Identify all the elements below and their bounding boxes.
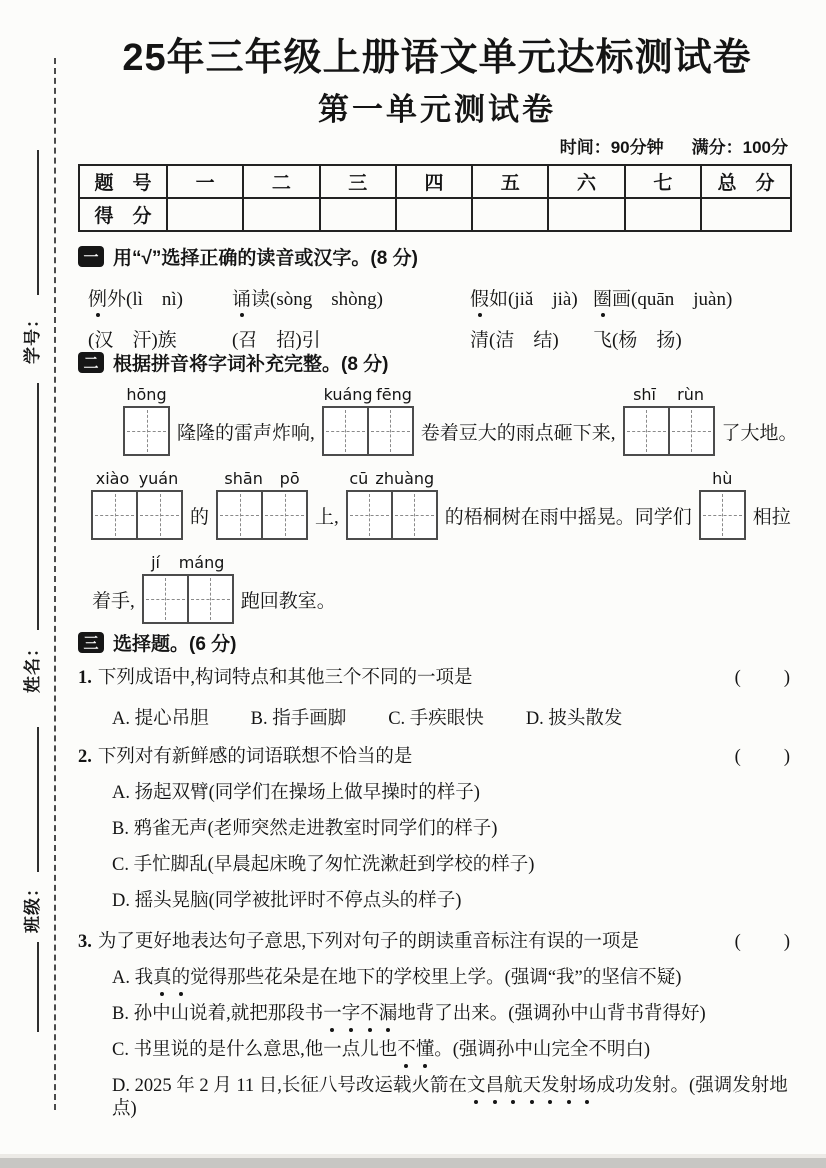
pinyin-label: shān pō <box>224 469 300 488</box>
answer-blank: ( ) <box>734 932 792 952</box>
fold-dashed-line <box>54 58 56 1110</box>
question-1-stem <box>78 667 796 690</box>
col-two: 二 <box>243 165 319 198</box>
student-id-write-line <box>37 383 39 630</box>
character-grid-box <box>91 469 183 540</box>
option-d: D. 披头散发 <box>525 709 623 729</box>
character-grid-box <box>346 469 438 540</box>
full-score: 满分：100分 <box>691 138 788 157</box>
scan-edge-artifact <box>0 1158 826 1168</box>
grid-cell <box>322 406 369 456</box>
score-cell <box>320 198 396 231</box>
sentence-text: 着手, <box>92 590 135 612</box>
section-2-heading <box>78 350 796 374</box>
section-2-number-icon: 二 <box>78 352 104 373</box>
character-grid-box <box>699 469 746 540</box>
grid-cell <box>216 490 263 540</box>
sentence-text: 的 <box>190 506 210 528</box>
sentence-text: 上, <box>315 506 339 528</box>
option-d: D. 摇头晃脑(同学被批评时不停点头的样子) <box>112 891 462 911</box>
question-text: 下列成语中,构词特点和其他三个不同的一项是 <box>97 668 473 688</box>
character-grid-box <box>142 553 234 624</box>
question-text: 为了更好地表达句子意思,下列对句子的朗读重音标注有误的一项是 <box>97 932 640 952</box>
score-cell <box>243 198 319 231</box>
col-six: 六 <box>548 165 624 198</box>
score-row-label: 得 分 <box>79 198 167 231</box>
option-c: C. 书里说的是什么意思,他一点儿也不懂。(强调孙中山完全不明白) <box>112 1040 651 1060</box>
option-a: A. 提心吊胆 <box>112 709 209 729</box>
fill-in-line-2 <box>78 469 796 540</box>
option-a: A. 扬起双臂(同学们在操场上做早操时的样子) <box>112 783 480 803</box>
grid-cell <box>91 490 138 540</box>
character-grid-box <box>322 385 414 456</box>
answer-blank: ( ) <box>734 747 792 767</box>
question-text: 下列对有新鲜感的词语联想不恰当的是 <box>97 747 413 767</box>
option-c: C. 手忙脚乱(早晨起床晚了匆忙洗漱赶到学校的样子) <box>112 855 535 875</box>
word-choice-item: 清(洁 结) <box>470 330 559 351</box>
score-cell <box>472 198 548 231</box>
sentence-text: 了大地。 <box>721 422 798 444</box>
grid-cell <box>668 406 715 456</box>
pinyin-label: jí máng <box>151 553 225 572</box>
score-cell <box>548 198 624 231</box>
question-number: 2. <box>78 747 92 767</box>
question-3-stem <box>78 931 796 954</box>
option-c: C. 手疾眼快 <box>388 709 484 729</box>
option-a: A. 我真的觉得那些花朵是在地下的学校里上学。(强调“我”的坚信不疑) <box>112 968 682 988</box>
option-b: B. 孙中山说着,就把那段书一字不漏地背了出来。(强调孙中山背书背得好) <box>112 1004 706 1024</box>
word-choice-item: 飞(杨 扬) <box>593 330 682 351</box>
class-label: 班级： <box>23 879 42 933</box>
col-four: 四 <box>396 165 472 198</box>
word-choice-item: 圈画(quān juàn) <box>593 284 796 311</box>
class-write-line <box>37 942 39 1032</box>
grid-cell <box>699 490 746 540</box>
section-1 <box>78 244 796 352</box>
word-choice-item: 例外(lì nì) <box>88 284 232 311</box>
col-three: 三 <box>320 165 396 198</box>
grid-cell <box>623 406 670 456</box>
fill-in-line-3 <box>78 553 796 624</box>
grid-cell <box>261 490 308 540</box>
col-one: 一 <box>167 165 243 198</box>
grid-cell <box>142 574 189 624</box>
option-b: B. 指手画脚 <box>250 709 347 729</box>
col-total: 总 分 <box>701 165 791 198</box>
question-1-options <box>78 704 796 730</box>
pinyin-label: shī rùn <box>633 385 704 404</box>
character-grid-box <box>216 469 308 540</box>
question-number: 1. <box>78 668 92 688</box>
paper-title: 25年三年级上册语文单元达标测试卷 <box>122 37 752 79</box>
pinyin-label: hōng <box>126 385 167 404</box>
character-grid-box <box>123 385 170 456</box>
score-cell <box>396 198 472 231</box>
student-id-write-line <box>37 150 39 295</box>
score-cell <box>625 198 701 231</box>
pinyin-label: xiào yuán <box>95 469 179 488</box>
pronunciation-choices-row-1 <box>78 284 796 311</box>
col-five: 五 <box>472 165 548 198</box>
time-limit: 时间：90分钟 <box>559 138 664 157</box>
question-2-stem <box>78 746 796 769</box>
sentence-text: 的梧桐树在雨中摇晃。同学们 <box>444 506 692 528</box>
grid-cell <box>367 406 414 456</box>
section-3 <box>78 630 796 1121</box>
score-table <box>78 164 792 232</box>
question-number-header: 题 号 <box>79 165 167 198</box>
score-cell <box>167 198 243 231</box>
section-3-heading <box>78 630 796 654</box>
section-2 <box>78 350 796 624</box>
pinyin-label: cū zhuàng <box>349 469 435 488</box>
section-3-title: 选择题。(6 分) <box>113 633 237 655</box>
pinyin-label: kuáng fēng <box>323 385 412 404</box>
grid-cell <box>123 406 170 456</box>
pinyin-label: hù <box>712 469 733 488</box>
name-label: 姓名： <box>23 639 42 693</box>
word-choice-item: (召 招)引 <box>232 330 321 351</box>
section-1-heading <box>78 244 796 268</box>
score-cell <box>701 198 791 231</box>
sentence-text: 跑回教室。 <box>240 590 336 612</box>
col-seven: 七 <box>625 165 701 198</box>
section-3-number-icon: 三 <box>78 632 104 653</box>
name-write-line <box>37 727 39 872</box>
grid-cell <box>346 490 393 540</box>
sentence-text: 卷着豆大的雨点砸下来, <box>420 422 616 444</box>
word-choice-item: 假如(jiǎ jià) <box>470 284 593 311</box>
score-table-header-row <box>79 165 791 198</box>
unit-subtitle: 第一单元测试卷 <box>318 92 556 127</box>
word-choice-item: 诵读(sòng shòng) <box>232 284 470 311</box>
option-b: B. 鸦雀无声(老师突然走进教室时同学们的样子) <box>112 819 498 839</box>
section-1-title: 用“√”选择正确的读音或汉字。(8 分) <box>113 247 418 269</box>
score-table-score-row <box>79 198 791 231</box>
section-1-number-icon: 一 <box>78 246 104 267</box>
option-d: D. 2025 年 2 月 11 日,长征八号改运载火箭在文昌航天发射场成功发射。(强调发射地点) <box>112 1076 788 1119</box>
sentence-text: 相拉 <box>752 506 791 528</box>
grid-cell <box>391 490 438 540</box>
answer-blank: ( ) <box>734 668 792 688</box>
section-2-title: 根据拼音将字词补充完整。(8 分) <box>113 353 389 375</box>
grid-cell <box>187 574 234 624</box>
grid-cell <box>136 490 183 540</box>
student-id-label: 学号： <box>23 310 42 364</box>
word-choice-item: (汉 汗)族 <box>88 330 177 351</box>
question-number: 3. <box>78 932 92 952</box>
sentence-text: 隆隆的雷声炸响, <box>177 422 315 444</box>
character-grid-box <box>623 385 715 456</box>
time-score-meta <box>560 133 788 158</box>
fill-in-line-1 <box>78 385 798 456</box>
